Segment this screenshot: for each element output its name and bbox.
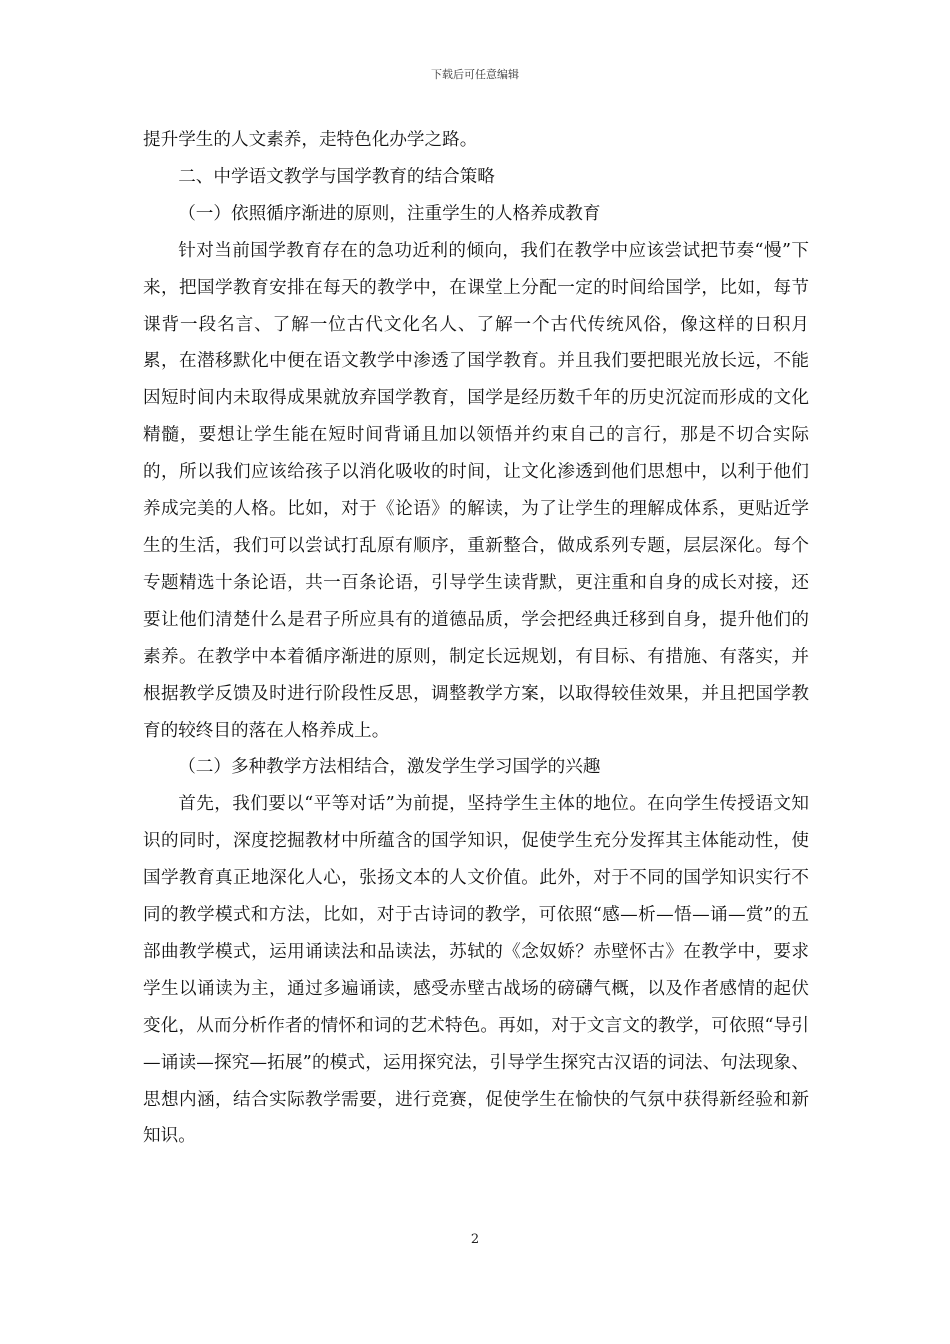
subsection-heading-2: （二）多种教学方法相结合，激发学生学习国学的兴趣 — [178, 757, 601, 778]
page-number: 2 — [470, 1232, 480, 1247]
page-header: 下载后可任意编辑 — [431, 68, 519, 81]
paragraph-2: 首先，我们要以“平等对话”为前提，坚持学生主体的地位。在向学生传授语文知识的同时，深度挖掘教材中所蕴含的国学知识，促使学生充分发挥其主体能动性，使国学教育真正地深化人心，张扬文本的人文价值。此外，对于不同的国学知识实行不同的教学模式和方法，比如，对于古诗词的教学，可依照“感—析—悟—诵—赏”的五部曲教学模式，运用诵读法和品读法，苏轼的《念奴娇？赤壁怀古》在教学中，要求学生以诵读为主，通过多遍诵读，感受赤壁古战场的磅礴气概，以及作者感情的起伏变化，从而分析作者的情怀和词的艺术特色。再如，对于文言文的教学，可依照“导引—诵读—探究—拓展”的模式，运用探究法，引导学生探究古汉语的词法、句法现象、思想内涵，结合实际教学需要，进行竞赛，促使学生在愉快的气氛中获得新经验和新知识。 — [143, 794, 809, 1147]
section-heading: 二、中学语文教学与国学教育的结合策略 — [178, 166, 495, 187]
body-text — [143, 122, 809, 1155]
subsection-heading-1: （一）依照循序渐进的原则，注重学生的人格养成教育 — [178, 203, 601, 224]
paragraph-continuation: 提升学生的人文素养，走特色化办学之路。 — [143, 130, 478, 150]
paragraph-1: 针对当前国学教育存在的急功近利的倾向，我们在教学中应该尝试把节奏“慢”下来，把国学教育安排在每天的教学中，在课堂上分配一定的时间给国学，比如，每节课背一段名言、了解一位古代文化名人、了解一个古代传统风俗，像这样的日积月累，在潜移默化中便在语文教学中渗透了国学教育。并且我们要把眼光放长远，不能因短时间内未取得成果就放弃国学教育，国学是经历数千年的历史沉淀而形成的文化精髓，要想让学生能在短时间背诵且加以领悟并约束自己的言行，那是不切合实际的，所以我们应该给孩子以消化吸收的时间，让文化渗透到他们思想中，以利于他们养成完美的人格。比如，对于《论语》的解读，为了让学生的理解成体系，更贴近学生的生活，我们可以尝试打乱原有顺序，重新整合，做成系列专题，层层深化。每个专题精选十条论语，共一百条论语，引导学生读背默，更注重和自身的成长对接，还要让他们清楚什么是君子所应具有的道德品质，学会把经典迁移到自身，提升他们的素养。在教学中本着循序渐进的原则，制定长远规划，有目标、有措施、有落实，并根据教学反馈及时进行阶段性反思，调整教学方案，以取得较佳效果，并且把国学教育的较终目的落在人格养成上。 — [143, 240, 809, 741]
